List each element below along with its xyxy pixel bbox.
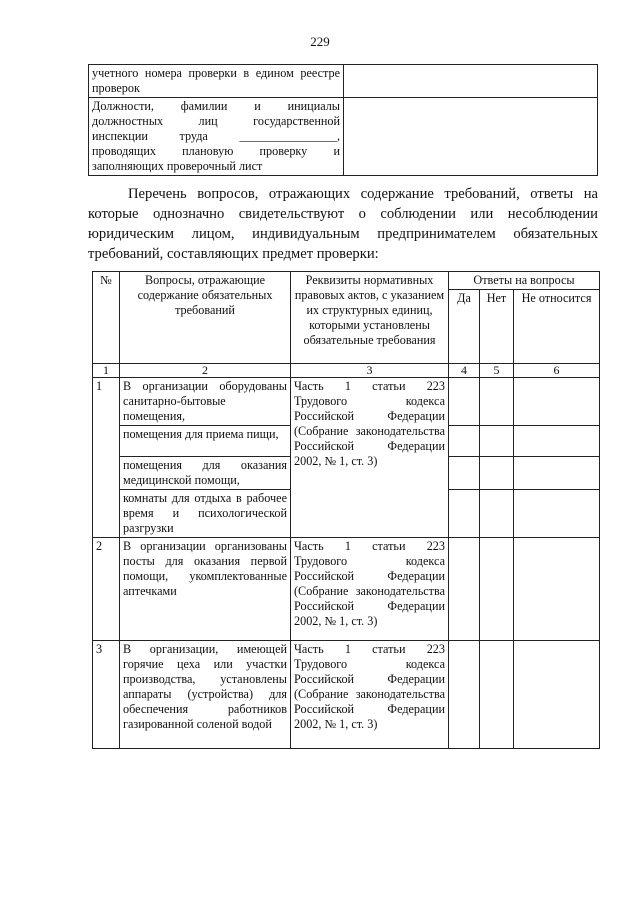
col-number: 3 (291, 364, 449, 378)
row-number: 3 (93, 641, 120, 749)
header-no: Нет (480, 290, 514, 364)
answer-no-cell[interactable] (480, 490, 514, 538)
inspectors-value[interactable] (344, 98, 598, 176)
table-row (93, 538, 600, 641)
header-answers: Ответы на вопросы (449, 272, 600, 290)
requisite-text: Часть 1 статьи 223 Трудового кодекса Российской Федерации (Собрание законодательства Российской Федерации 2002, № 1, ст. 3) (291, 641, 449, 749)
inspectors-label: Должности, фамилии и инициалы должностных лиц государственной инспекции труда ________________, проводящих плановую проверку и заполняющих проверочный лист (89, 98, 344, 176)
answer-na-cell[interactable] (514, 457, 600, 490)
checklist-intro: Перечень вопросов, отражающих содержание требований, ответы на которые однозначно свидетельствуют о соблюдении или несоблюдении юридическим лицом, индивидуальным предпринимателем обязательных требований, составляющих предмет проверки: (88, 186, 598, 262)
col-number: 4 (449, 364, 480, 378)
registry-number-value[interactable] (344, 65, 598, 98)
answer-na-cell[interactable] (514, 490, 600, 538)
column-numbers-row (93, 364, 600, 378)
answer-na-cell[interactable] (514, 378, 600, 426)
question-text: помещения для оказания медицинской помощи, (120, 457, 291, 490)
answer-yes-cell[interactable] (449, 490, 480, 538)
answer-no-cell[interactable] (480, 426, 514, 457)
registry-number-label: учетного номера проверки в едином реестре проверок (89, 65, 344, 98)
col-number: 6 (514, 364, 600, 378)
page-number: 229 (310, 34, 330, 49)
answer-no-cell[interactable] (480, 538, 514, 641)
answer-na-cell[interactable] (514, 641, 600, 749)
header-requisites: Реквизиты нормативных правовых актов, с указанием их структурных единиц, которыми установлены обязательные требования (291, 272, 449, 364)
col-number: 2 (120, 364, 291, 378)
header-na: Не относится (514, 290, 600, 364)
header-yes: Да (449, 290, 480, 364)
answer-no-cell[interactable] (480, 641, 514, 749)
question-text: комнаты для отдыха в рабочее время и психологической разгрузки (120, 490, 291, 538)
answer-yes-cell[interactable] (449, 538, 480, 641)
answer-na-cell[interactable] (514, 426, 600, 457)
requisite-text: Часть 1 статьи 223 Трудового кодекса Российской Федерации (Собрание законодательства Российской Федерации 2002, № 1, ст. 3) (291, 378, 449, 538)
row-number: 2 (93, 538, 120, 641)
inspection-info-table (88, 64, 598, 176)
question-text: В организации оборудованы санитарно-бытовые помещения, (120, 378, 291, 426)
requisite-text: Часть 1 статьи 223 Трудового кодекса Российской Федерации (Собрание законодательства Российской Федерации 2002, № 1, ст. 3) (291, 538, 449, 641)
header-num: № (93, 272, 120, 364)
question-text: В организации организованы посты для оказания первой помощи, укомплектованные аптечками (120, 538, 291, 641)
table-row (93, 641, 600, 749)
answer-no-cell[interactable] (480, 378, 514, 426)
answer-na-cell[interactable] (514, 538, 600, 641)
question-text: В организации, имеющей горячие цеха или участки производства, установлены аппараты (устройства) для обеспечения работников газированной соленой водой (120, 641, 291, 749)
col-number: 1 (93, 364, 120, 378)
answer-yes-cell[interactable] (449, 641, 480, 749)
row-number: 1 (93, 378, 120, 538)
answer-yes-cell[interactable] (449, 426, 480, 457)
answer-yes-cell[interactable] (449, 378, 480, 426)
answer-yes-cell[interactable] (449, 457, 480, 490)
header-questions: Вопросы, отражающие содержание обязательных требований (120, 272, 291, 364)
col-number: 5 (480, 364, 514, 378)
checklist-table (92, 271, 600, 749)
answer-no-cell[interactable] (480, 457, 514, 490)
table-row (93, 378, 600, 426)
question-text: помещения для приема пищи, (120, 426, 291, 457)
